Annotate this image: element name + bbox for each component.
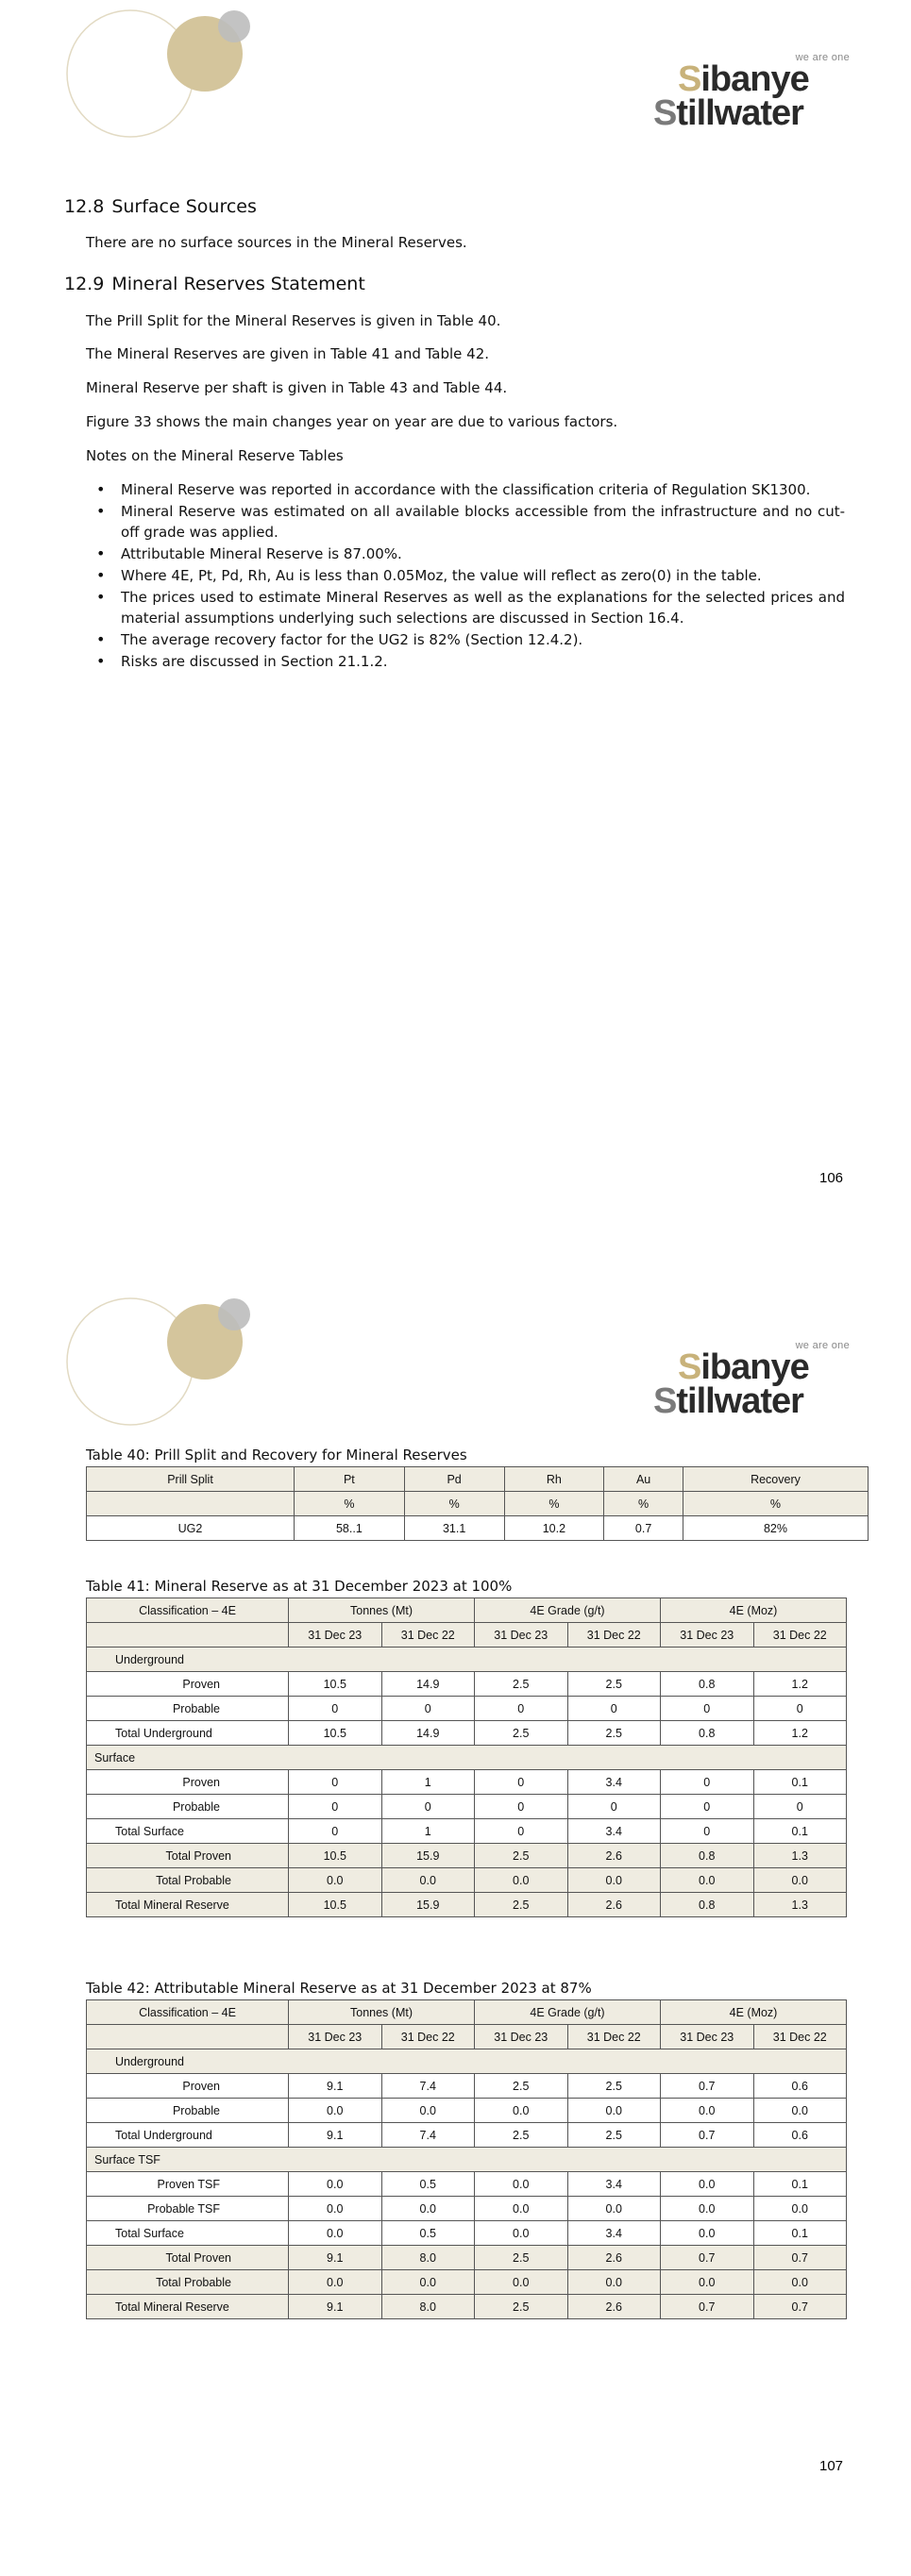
table-cell: 0.0 — [661, 2099, 754, 2123]
table-cell: 10.2 — [504, 1516, 604, 1541]
table-header-cell: Prill Split — [87, 1467, 295, 1492]
table-cell: 0.0 — [661, 2172, 754, 2197]
table-cell: 0.0 — [661, 2197, 754, 2221]
table-42 — [86, 1999, 847, 2319]
table-row-label: Total Mineral Reserve — [87, 1893, 289, 1917]
table-row — [87, 1795, 847, 1819]
table-row — [87, 2197, 847, 2221]
table-cell: 2.5 — [475, 1893, 568, 1917]
table-row — [87, 1672, 847, 1697]
table-cell: 0 — [475, 1819, 568, 1844]
table-cell: 2.6 — [567, 2295, 661, 2319]
section-12-8-text: There are no surface sources in the Mineral Reserves. — [86, 234, 467, 251]
table-40-caption: Table 40: Prill Split and Recovery for Mineral Reserves — [86, 1447, 467, 1464]
list-item: • Risks are discussed in Section 21.1.2. — [94, 651, 845, 672]
page-number: 107 — [819, 2458, 844, 2474]
table-row — [87, 1844, 847, 1868]
table-cell: 3.4 — [567, 1819, 661, 1844]
table-cell: 0.0 — [289, 2099, 382, 2123]
table-header-cell: 4E Grade (g/t) — [475, 2000, 661, 2025]
table-cell: 0 — [381, 1697, 475, 1721]
table-row-label: Proven — [87, 2074, 289, 2099]
company-logo — [651, 1340, 850, 1425]
table-row-label: Proven — [87, 1770, 289, 1795]
table-header-cell: 31 Dec 23 — [661, 1623, 754, 1648]
table-section-label: Underground — [87, 1648, 847, 1672]
table-cell: 0.0 — [381, 2099, 475, 2123]
table-cell: 8.0 — [381, 2295, 475, 2319]
table-cell: 9.1 — [289, 2246, 382, 2270]
table-cell: 2.5 — [475, 2074, 568, 2099]
table-cell: 31.1 — [404, 1516, 504, 1541]
table-cell: 0.1 — [753, 1770, 847, 1795]
table-header-cell: Pt — [295, 1467, 405, 1492]
page-number: 106 — [819, 1170, 844, 1186]
table-row-label: Proven — [87, 1672, 289, 1697]
table-header-cell: % — [504, 1492, 604, 1516]
table-row — [87, 1516, 869, 1541]
table-cell: 0.0 — [289, 1868, 382, 1893]
table-row-label: Total Underground — [87, 1721, 289, 1746]
logo-word-1: Sibanye — [678, 1347, 809, 1387]
table-cell: 0 — [475, 1770, 568, 1795]
table-row — [87, 2172, 847, 2197]
table-cell: 0.6 — [753, 2123, 847, 2148]
table-row — [87, 2074, 847, 2099]
table-cell: 0.0 — [289, 2197, 382, 2221]
table-row-label: Probable — [87, 1795, 289, 1819]
logo-word-1: Sibanye — [678, 59, 809, 99]
table-cell: 0.0 — [475, 2221, 568, 2246]
table-cell: 0 — [661, 1819, 754, 1844]
table-41-caption: Table 41: Mineral Reserve as at 31 December 2023 at 100% — [86, 1578, 513, 1595]
table-header-row — [87, 2000, 847, 2025]
table-row-label: Total Proven — [87, 2246, 289, 2270]
table-cell: 0.0 — [753, 2197, 847, 2221]
logo-word-2: Stillwater — [653, 1381, 803, 1421]
table-cell: 0.0 — [475, 1868, 568, 1893]
table-row-label: Total Underground — [87, 2123, 289, 2148]
table-cell: 15.9 — [381, 1893, 475, 1917]
table-header-cell: % — [404, 1492, 504, 1516]
table-cell: 10.5 — [289, 1844, 382, 1868]
table-cell: 0 — [753, 1697, 847, 1721]
table-cell: 0.8 — [661, 1672, 754, 1697]
table-40 — [86, 1466, 869, 1541]
table-cell: 9.1 — [289, 2123, 382, 2148]
table-header-cell: Tonnes (Mt) — [289, 2000, 475, 2025]
table-cell: 14.9 — [381, 1721, 475, 1746]
table-cell: 0.1 — [753, 2172, 847, 2197]
table-cell: 1 — [381, 1770, 475, 1795]
table-cell: 1.2 — [753, 1672, 847, 1697]
list-item: • Where 4E, Pt, Pd, Rh, Au is less than 0.05Moz, the value will reflect as zero(0) in the table. — [94, 565, 845, 586]
table-cell: 0 — [475, 1697, 568, 1721]
table-row — [87, 1819, 847, 1844]
table-cell: 0.0 — [567, 2197, 661, 2221]
table-header-cell: 31 Dec 22 — [567, 1623, 661, 1648]
table-header-cell: 31 Dec 22 — [381, 1623, 475, 1648]
table-cell: 2.5 — [567, 2123, 661, 2148]
table-cell: 82% — [683, 1516, 868, 1541]
table-cell: 0.7 — [604, 1516, 683, 1541]
table-cell: 0 — [475, 1795, 568, 1819]
table-cell: 0.1 — [753, 1819, 847, 1844]
table-cell: 0.7 — [661, 2295, 754, 2319]
table-cell: 3.4 — [567, 1770, 661, 1795]
table-header-cell: Rh — [504, 1467, 604, 1492]
table-cell: 15.9 — [381, 1844, 475, 1868]
table-cell: 0 — [289, 1819, 382, 1844]
table-cell: 0.7 — [753, 2246, 847, 2270]
table-row-label: Total Probable — [87, 2270, 289, 2295]
table-cell: 2.5 — [567, 1721, 661, 1746]
table-header-cell: Classification – 4E — [87, 2000, 289, 2025]
table-cell: 0 — [381, 1795, 475, 1819]
table-row — [87, 2123, 847, 2148]
table-cell: 0.7 — [661, 2123, 754, 2148]
table-row — [87, 2295, 847, 2319]
table-cell: 2.5 — [567, 1672, 661, 1697]
table-cell: 0 — [753, 1795, 847, 1819]
table-section-label: Surface — [87, 1746, 847, 1770]
table-cell: 0.0 — [661, 2270, 754, 2295]
table-cell: 0.0 — [753, 2099, 847, 2123]
table-section-row — [87, 2148, 847, 2172]
table-units-row — [87, 1492, 869, 1516]
notes-list — [94, 479, 845, 673]
table-cell: 2.5 — [475, 2123, 568, 2148]
table-header-cell — [87, 1623, 289, 1648]
table-section-row — [87, 1648, 847, 1672]
table-header-cell: 31 Dec 22 — [381, 2025, 475, 2049]
list-item: • Mineral Reserve was reported in accordance with the classification criteria of Regulation SK1300. — [94, 479, 845, 500]
table-cell: 3.4 — [567, 2221, 661, 2246]
table-cell: 0.0 — [289, 2172, 382, 2197]
table-cell: 1.3 — [753, 1893, 847, 1917]
table-row — [87, 1721, 847, 1746]
table-cell: 1.3 — [753, 1844, 847, 1868]
table-header-cell: 31 Dec 23 — [289, 1623, 382, 1648]
table-row-label: Total Mineral Reserve — [87, 2295, 289, 2319]
table-header-row — [87, 2025, 847, 2049]
table-cell: 0 — [567, 1697, 661, 1721]
table-header-cell: Pd — [404, 1467, 504, 1492]
table-row-label: Total Surface — [87, 2221, 289, 2246]
table-cell: 2.5 — [475, 1844, 568, 1868]
paragraph: The Prill Split for the Mineral Reserves is given in Table 40. — [86, 312, 501, 329]
header-decoration — [57, 1288, 264, 1439]
table-header-cell: 31 Dec 22 — [753, 1623, 847, 1648]
table-cell: 0.7 — [753, 2295, 847, 2319]
table-row-label: Proven TSF — [87, 2172, 289, 2197]
table-cell: 0.0 — [567, 1868, 661, 1893]
table-header-cell: % — [604, 1492, 683, 1516]
table-cell: 0 — [289, 1770, 382, 1795]
table-cell: 0 — [661, 1697, 754, 1721]
table-header-cell: Recovery — [683, 1467, 868, 1492]
table-cell: 8.0 — [381, 2246, 475, 2270]
table-cell: 2.6 — [567, 2246, 661, 2270]
table-cell: 10.5 — [289, 1893, 382, 1917]
table-cell: 0.8 — [661, 1721, 754, 1746]
table-header-cell: Au — [604, 1467, 683, 1492]
table-row-label: Total Surface — [87, 1819, 289, 1844]
table-section-label: Surface TSF — [87, 2148, 847, 2172]
table-cell: 0.0 — [289, 2270, 382, 2295]
table-cell: 9.1 — [289, 2074, 382, 2099]
table-cell: 0.5 — [381, 2172, 475, 2197]
table-row — [87, 2221, 847, 2246]
table-header-cell: 31 Dec 22 — [753, 2025, 847, 2049]
table-cell: 0.0 — [567, 2270, 661, 2295]
table-cell: 0 — [661, 1770, 754, 1795]
table-header-row — [87, 1467, 869, 1492]
table-cell: 0 — [289, 1795, 382, 1819]
table-41 — [86, 1597, 847, 1917]
table-cell: 0.7 — [661, 2074, 754, 2099]
table-cell: UG2 — [87, 1516, 295, 1541]
header-decoration — [57, 0, 264, 151]
table-header-cell: 4E (Moz) — [661, 2000, 847, 2025]
table-cell: 0.5 — [381, 2221, 475, 2246]
table-cell: 2.5 — [475, 2295, 568, 2319]
section-heading-12-8: 12.8 Surface Sources — [64, 196, 257, 217]
table-cell: 0.7 — [661, 2246, 754, 2270]
section-heading-12-9: 12.9 Mineral Reserves Statement — [64, 274, 365, 294]
list-item: • Mineral Reserve was estimated on all available blocks accessible from the infrastructure and no cut-off grade was applied. — [94, 501, 845, 543]
table-cell: 10.5 — [289, 1672, 382, 1697]
table-cell: 1.2 — [753, 1721, 847, 1746]
table-cell: 0.0 — [661, 1868, 754, 1893]
paragraph: The Mineral Reserves are given in Table 41 and Table 42. — [86, 345, 490, 362]
logo-tagline: we are one — [795, 52, 850, 63]
table-row-label: Total Proven — [87, 1844, 289, 1868]
table-cell: 0.0 — [475, 2099, 568, 2123]
table-cell: 7.4 — [381, 2074, 475, 2099]
table-42-caption: Table 42: Attributable Mineral Reserve as at 31 December 2023 at 87% — [86, 1980, 592, 1997]
table-cell: 0.0 — [289, 2221, 382, 2246]
table-cell: 0.0 — [753, 1868, 847, 1893]
table-row — [87, 1770, 847, 1795]
table-header-cell: 4E (Moz) — [661, 1598, 847, 1623]
company-logo — [651, 52, 850, 137]
table-row — [87, 2270, 847, 2295]
logo-word-2: Stillwater — [653, 93, 803, 133]
table-cell: 0.0 — [567, 2099, 661, 2123]
table-cell: 2.5 — [475, 1721, 568, 1746]
table-header-cell: % — [295, 1492, 405, 1516]
table-header-row — [87, 1623, 847, 1648]
table-header-cell: 31 Dec 23 — [661, 2025, 754, 2049]
paragraph: Figure 33 shows the main changes year on year are due to various factors. — [86, 413, 618, 430]
table-cell: 0.6 — [753, 2074, 847, 2099]
table-row — [87, 1868, 847, 1893]
table-section-row — [87, 2049, 847, 2074]
table-row — [87, 2246, 847, 2270]
table-row-label: Total Probable — [87, 1868, 289, 1893]
table-cell: 9.1 — [289, 2295, 382, 2319]
table-row-label: Probable — [87, 2099, 289, 2123]
table-cell: 0.0 — [381, 2270, 475, 2295]
table-cell: 2.5 — [567, 2074, 661, 2099]
table-cell: 0.0 — [753, 2270, 847, 2295]
logo-tagline: we are one — [795, 1340, 850, 1351]
table-header-cell: % — [683, 1492, 868, 1516]
table-header-cell — [87, 2025, 289, 2049]
table-header-row — [87, 1598, 847, 1623]
table-header-cell: 31 Dec 23 — [475, 1623, 568, 1648]
table-header-cell: 4E Grade (g/t) — [475, 1598, 661, 1623]
table-cell: 10.5 — [289, 1721, 382, 1746]
list-item: • The average recovery factor for the UG2 is 82% (Section 12.4.2). — [94, 629, 845, 650]
table-cell: 2.6 — [567, 1893, 661, 1917]
table-cell: 0.0 — [381, 1868, 475, 1893]
table-cell: 2.5 — [475, 2246, 568, 2270]
table-cell: 14.9 — [381, 1672, 475, 1697]
table-cell: 0.8 — [661, 1893, 754, 1917]
table-cell: 0.1 — [753, 2221, 847, 2246]
paragraph: Notes on the Mineral Reserve Tables — [86, 447, 344, 464]
table-row — [87, 1893, 847, 1917]
table-row-label: Probable TSF — [87, 2197, 289, 2221]
table-header-cell — [87, 1492, 295, 1516]
table-header-cell: 31 Dec 22 — [567, 2025, 661, 2049]
table-section-row — [87, 1746, 847, 1770]
table-cell: 1 — [381, 1819, 475, 1844]
table-cell: 0.8 — [661, 1844, 754, 1868]
table-cell: 0.0 — [475, 2172, 568, 2197]
table-cell: 0.0 — [661, 2221, 754, 2246]
paragraph: Mineral Reserve per shaft is given in Table 43 and Table 44. — [86, 379, 508, 396]
table-header-cell: 31 Dec 23 — [475, 2025, 568, 2049]
list-item: • The prices used to estimate Mineral Reserves as well as the explanations for the selected prices and material assumptions underlying such selections are discussed in Section 16.4. — [94, 587, 845, 628]
table-row-label: Probable — [87, 1697, 289, 1721]
table-cell: 0 — [289, 1697, 382, 1721]
table-cell: 0 — [661, 1795, 754, 1819]
table-row — [87, 1697, 847, 1721]
list-item: • Attributable Mineral Reserve is 87.00%. — [94, 544, 845, 564]
table-row — [87, 2099, 847, 2123]
table-header-cell: 31 Dec 23 — [289, 2025, 382, 2049]
table-cell: 2.5 — [475, 1672, 568, 1697]
table-cell: 0.0 — [475, 2197, 568, 2221]
table-header-cell: Classification – 4E — [87, 1598, 289, 1623]
table-cell: 0.0 — [475, 2270, 568, 2295]
table-cell: 0 — [567, 1795, 661, 1819]
table-cell: 58..1 — [295, 1516, 405, 1541]
table-header-cell: Tonnes (Mt) — [289, 1598, 475, 1623]
table-section-label: Underground — [87, 2049, 847, 2074]
table-cell: 0.0 — [381, 2197, 475, 2221]
table-cell: 3.4 — [567, 2172, 661, 2197]
table-cell: 7.4 — [381, 2123, 475, 2148]
table-cell: 2.6 — [567, 1844, 661, 1868]
